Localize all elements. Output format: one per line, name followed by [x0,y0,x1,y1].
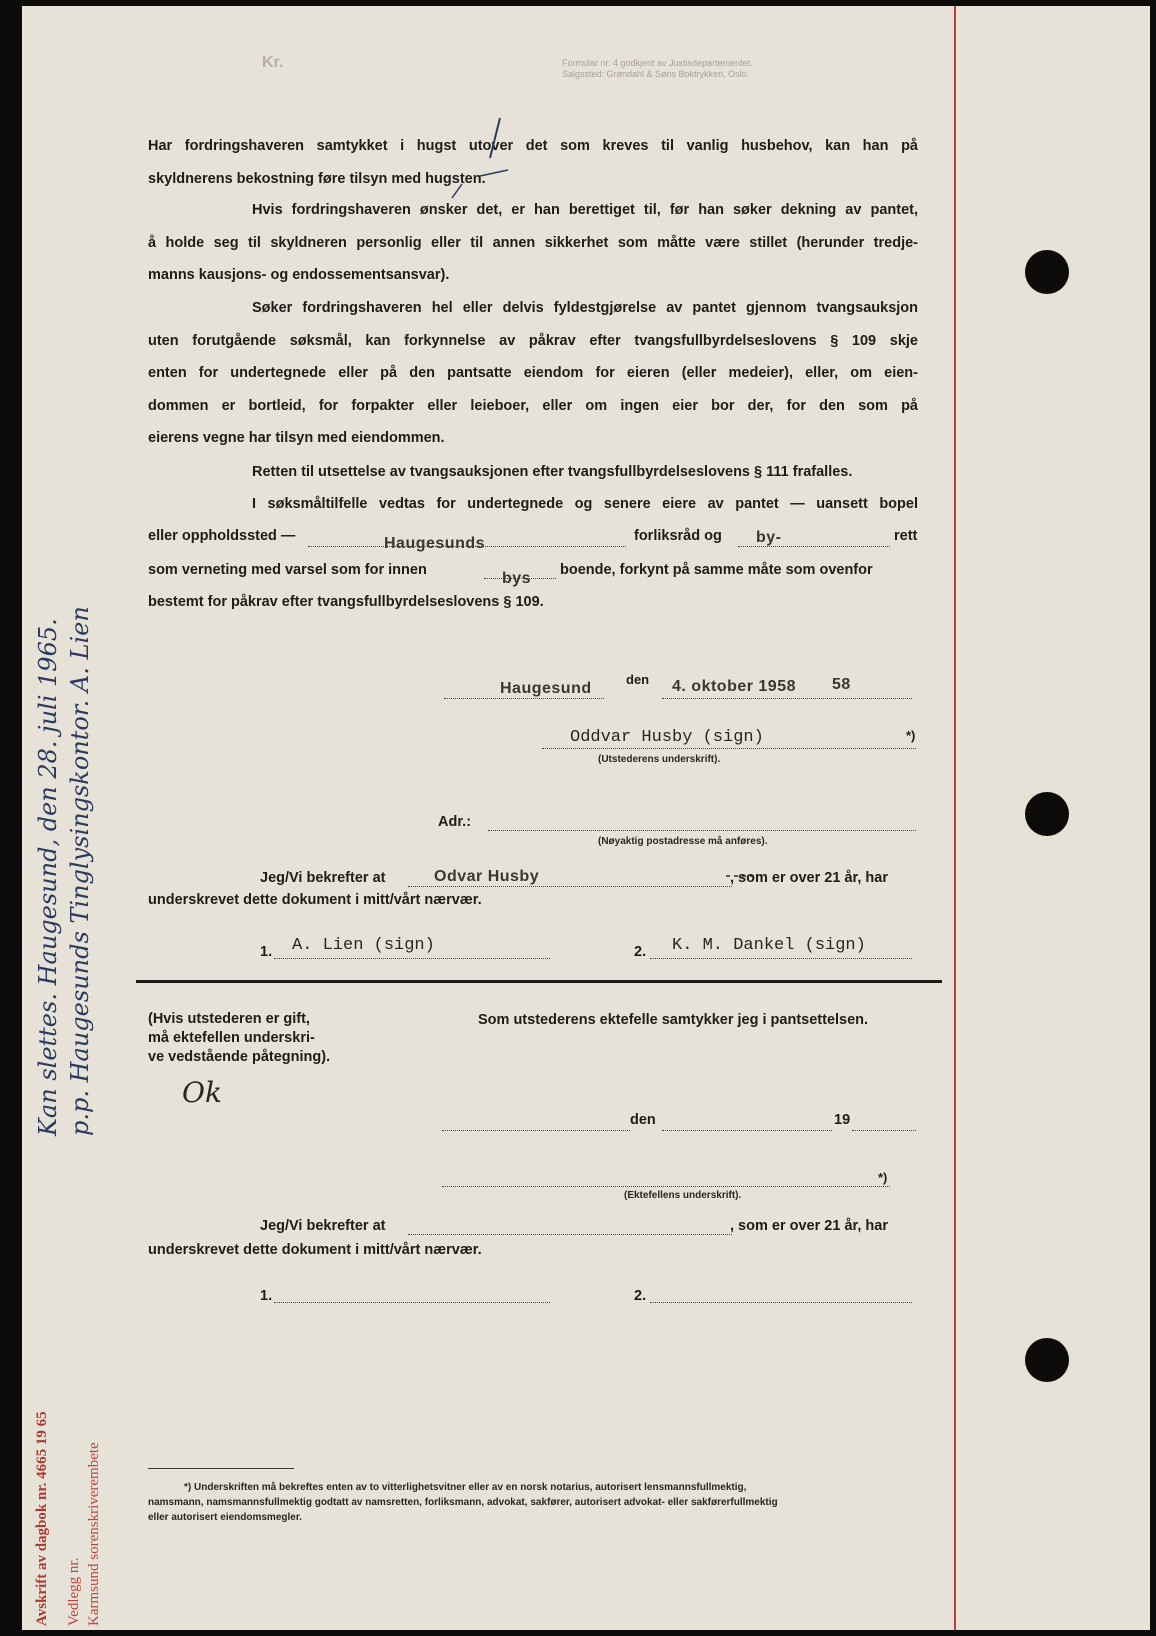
spouse-consent: Som utstederens ektefelle samtykker jeg i pantsettelsen. [478,1012,869,1028]
text-line: ve vedstående påtegning). [148,1049,331,1065]
witness1-number: 1. [260,944,273,960]
faint-header-note: Formular nr. 4 godkjent av Justisdepartementet. Salgssted: Grøndahl & Søns Boktrykkeri, Oslo. [562,58,753,79]
venue-line2-prefix: som verneting med varsel som for innen [148,562,427,578]
address-field [488,830,916,831]
text-line: skyldnerens bekostning føre tilsyn med hugsten. [148,170,486,187]
fill-line [852,1130,916,1131]
spouse-signature-caption: (Ektefellens underskrift). [624,1190,742,1201]
red-stamp-dagbok: Avskrift av dagbok nr. 4665 19 65 [34,1411,50,1626]
spouse-confirm-line2: underskrevet dette dokument i mitt/vårt nærvær. [148,1242,482,1258]
paragraph-tvangsauksjon [148,292,918,455]
witness-line [274,1302,550,1303]
witness2-number: 2. [634,944,647,960]
text-line: manns kausjons- og endossementsansvar). [148,267,450,283]
address-caption: (Nøyaktig postadresse må anføres). [598,836,768,847]
address-label: Adr.: [438,814,472,830]
text-line: uten forutgående søksmål, kan forkynnelse av påkrav efter tvangsfullbyrdelseslovens § 109 skje [148,332,918,349]
text-line: enten for undertegnede eller på den pantsatte eiendom for eieren (eller medeier), eller, om eien- [148,365,918,381]
issuer-signature: Oddvar Husby (sign) [570,728,764,747]
footnote-rule [148,1468,294,1469]
court-type-stamp: by- [756,529,782,546]
venue-line2-suffix: boende, forkynt på samme måte som ovenfor [560,562,873,578]
red-stamp-office: Karmsund sorenskriverembete [86,1442,102,1626]
spouse-confirm-suffix: , som er over 21 år, har [730,1218,888,1234]
fill-line [442,1130,630,1131]
fill-line [408,1234,732,1235]
spouse-witness1-number: 1. [260,1288,273,1304]
bys-stamp: bys [502,570,532,587]
fill-line [662,698,912,699]
text-line: I søksmåltilfelle vedtas for undertegnede og senere eiere av pantet — uansett bopel [252,496,918,512]
document-page [22,6,1150,1630]
handwritten-deletion-note: Kan slettes. Haugesund, den 28. juli 1965. [34,618,62,1136]
witness1-signature: A. Lien (sign) [292,936,435,955]
footnote [148,1480,938,1525]
paragraph-personal-liability [148,194,918,292]
venue-line3: bestemt for påkrav efter tvangsfullbyrdelseslovens § 109. [148,594,544,610]
handwritten-registry-note: p.p. Haugesunds Tinglysingskontor. A. Lien [66,606,94,1136]
text-line: (Hvis utstederen er gift, [148,1011,310,1027]
venue-suffix: rett [894,528,918,544]
date-stamp: 4. oktober 1958 [672,678,796,695]
pen-stroke-mark [442,114,522,214]
fill-line [662,1130,832,1131]
witness1-line [274,958,550,959]
confirm-line2: underskrevet dette dokument i mitt/vårt nærvær. [148,892,482,908]
venue-mid: forliksråd og [634,528,722,544]
section-divider [136,980,942,983]
place-stamp: Haugesund [500,680,592,697]
signature-line [542,748,916,749]
paragraph-utsettelse [148,456,918,489]
date-label: den [626,672,650,687]
venue-prefix: eller oppholdssted — [148,528,296,544]
pen-dash-mark [722,866,762,886]
footnote-marker: *) [906,728,916,743]
text-line: Søker fordringshaveren hel eller delvis fyldestgjørelse av pantet gjennom tvangsauksjon [252,300,918,316]
footnote-line: *) Underskriften må bekreftes enten av to vitterlighetsvitner eller av en norsk notarius, autorisert lensmannsfullmektig, [184,1482,747,1493]
paragraph-hugst [148,130,918,195]
signature-caption: (Utstederens underskrift). [598,754,721,765]
text-line: å holde seg til skyldneren personlig eller til annen sikkerhet som måtte være stillet (herunder tredje- [148,234,918,251]
witness2-signature: K. M. Dankel (sign) [672,936,866,955]
corner-stamp: Kr. [262,54,284,71]
fill-line [444,698,604,699]
text-line: må ektefellen underskri- [148,1030,315,1046]
text-line: Hvis fordringshaveren ønsker det, er han berettiget til, før han søker dekning av pantet, [252,202,918,218]
confirm-prefix: Jeg/Vi bekrefter at [260,870,386,886]
text-line: Har fordringshaveren samtykket i hugst utover det som kreves til vanlig husbehov, kan han på [148,138,918,154]
fill-line [408,886,732,887]
spouse-confirm-prefix: Jeg/Vi bekrefter at [260,1218,386,1234]
ok-mark: Ok [182,1076,222,1109]
punch-hole [1025,1338,1069,1382]
spouse-signature-line [442,1186,890,1187]
witness-line [650,1302,912,1303]
text-line: eierens vegne har tilsyn med eiendommen. [148,430,445,446]
confirm-suffix: , som er over 21 år, har [730,870,888,886]
spouse-witness2-number: 2. [634,1288,647,1304]
witness2-line [650,958,912,959]
year-overstrike: 58 [832,676,851,693]
text-line: dommen er bortleid, for forpakter eller leieboer, eller om ingen eier bor der, for den som på [148,397,918,414]
footnote-line: eller autorisert eiendomsmegler. [148,1512,302,1523]
red-stamp-vedlegg: Vedlegg nr. [66,1557,82,1626]
court-name-stamp: Haugesunds [384,535,486,552]
punch-hole [1025,792,1069,836]
spouse-date-label: den [630,1112,656,1128]
paragraph-verneting [148,488,918,521]
spouse-year-prefix: 19 [834,1112,851,1128]
punch-hole [1025,250,1069,294]
red-margin-rule [954,6,956,1630]
spouse-note [148,1010,330,1067]
text-line: Retten til utsettelse av tvangsauksjonen efter tvangsfullbyrdelseslovens § 111 frafalles. [252,464,853,480]
confirm-name-stamp: Odvar Husby [434,868,540,885]
footnote-line: namsmann, namsmannsfullmektig godtatt av namsretten, forliksmann, advokat, sakfører, autorisert advokat- eller sakførerfullmektig [148,1497,778,1508]
footnote-marker: *) [878,1170,888,1185]
